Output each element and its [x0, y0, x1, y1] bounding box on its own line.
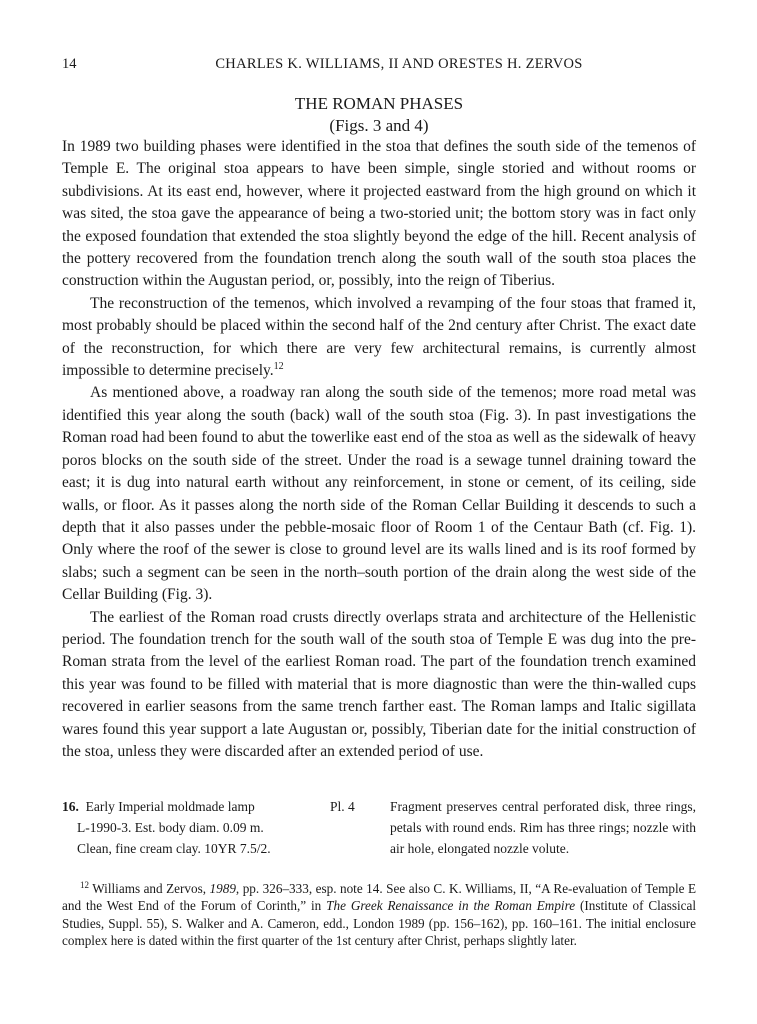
section-figs-reference: (Figs. 3 and 4) — [329, 116, 429, 135]
footnote-mark: 12 — [80, 879, 89, 890]
footnote-12 — [62, 880, 696, 950]
paragraph-3: As mentioned above, a roadway ran along the south side of the temenos; more road metal was identified this year along the south (back) wall of the south stoa (Fig. 3). In past investigations the Roman road had been found to abut the towerlike east end of the stoa as well as the sidewalk of heavy poros blocks on the south side of the street. Under the road is a sewage tunnel draining toward the east; it is dug into natural earth without any reinforcement, in stone or cement, of its ceiling, side walls, or floor. As it passes along the north side of the Roman Cellar Building it descends to such a depth that it also passes under the pebble-mosaic floor of Room 1 of the Centaur Bath (cf. Fig. 1). Only where the roof of the sewer is close to ground level are its walls lined and is its roof formed by slabs; such a segment can be seen in the north–south portion of the drain along the west side of the Cellar Building (Fig. 3). — [62, 384, 696, 604]
paragraph-1: In 1989 two building phases were identified in the stoa that defines the south side of the temenos of Temple E. The original stoa appears to have been simple, single storied and without rooms or subdivisions. At its east end, however, where it projected eastward from the high ground on which it was sited, the stoa gave the appearance of being a two-storied unit; the bottom story was in fact only the exposed foundation that extended the stoa slightly beyond the edge of the hill. Recent analysis of the pottery recovered from the foundation trench along the south wall of the south stoa places the construction within the Augustan period, or, possibly, into the reign of Tiberius. — [62, 138, 696, 290]
section-title: THE ROMAN PHASES — [294, 94, 464, 113]
running-title-authors: CHARLES K. WILLIAMS, II AND ORESTES H. ZERVOS — [215, 56, 583, 72]
catalog-heading — [62, 796, 327, 817]
running-head — [62, 56, 696, 78]
section-heading — [62, 93, 696, 137]
catalog-fabric: Clean, fine cream clay. 10YR 7.5/2. — [77, 841, 271, 856]
body-text — [62, 136, 696, 763]
footnote-year: 1989 — [209, 881, 236, 896]
catalog-inventory: L-1990-3. Est. body diam. 0.09 m. — [77, 820, 264, 835]
paragraph-2-text: The reconstruction of the temenos, which involved a revamping of the four stoas that framed it, most probably should be placed within the second half of the 2nd century after Christ. The exact date of the reconstruction, for which there are very few architectural remains, is currently almost impossible to determine precisely. — [62, 294, 696, 380]
footnote-reference[interactable]: 12 — [273, 360, 284, 372]
paragraph-2 — [62, 293, 696, 383]
catalog-entry-left — [62, 796, 327, 859]
paragraph-4: The earliest of the Roman road crusts directly overlaps strata and architecture of the Hellenistic period. The foundation trench for the south wall of the south stoa of Temple E was dug into the pre-Roman strata from the level of the earliest Roman road. The part of the foundation trench examined this year was found to be filled with material that is more diagnostic than were the thin-walled cups recovered in earlier seasons from the same trench farther east. The Roman lamps and Italic sigillata wares found this year support a late Augustan or, possibly, Tiberian date for the initial construction of the stoa, unless they were discarded after an extended period of use. — [62, 608, 696, 760]
catalog-description: Fragment preserves central perforated disk, three rings, petals with round ends. Rim has three rings; nozzle with air hole, elongated nozzle volute. — [390, 799, 696, 856]
page-number: 14 — [62, 56, 77, 72]
footnote-text-part1: Williams and Zervos, — [92, 881, 210, 896]
footnote-text-part2: , pp. 326–333, esp. note 14. See also C. K. Williams, II, “A Re-evaluation of Temple E and the West End of the Forum of Corinth,” in — [62, 881, 697, 914]
catalog-title: Early Imperial moldmade lamp — [85, 799, 255, 814]
catalog-number: 16. — [62, 799, 79, 814]
catalog-plate: Pl. 4 — [330, 799, 355, 814]
footnote-text-part3: (Institute of Classical Studies, Suppl. 55), S. Walker and A. Cameron, edd., London 1989 (pp. 156–162), pp. 160–161. The initial enclosure complex here is dated within the first quarter of the 1st century after Christ, perhaps slightly later. — [62, 898, 696, 949]
footnote-book-title: The Greek Renaissance in the Roman Empire — [326, 898, 576, 914]
